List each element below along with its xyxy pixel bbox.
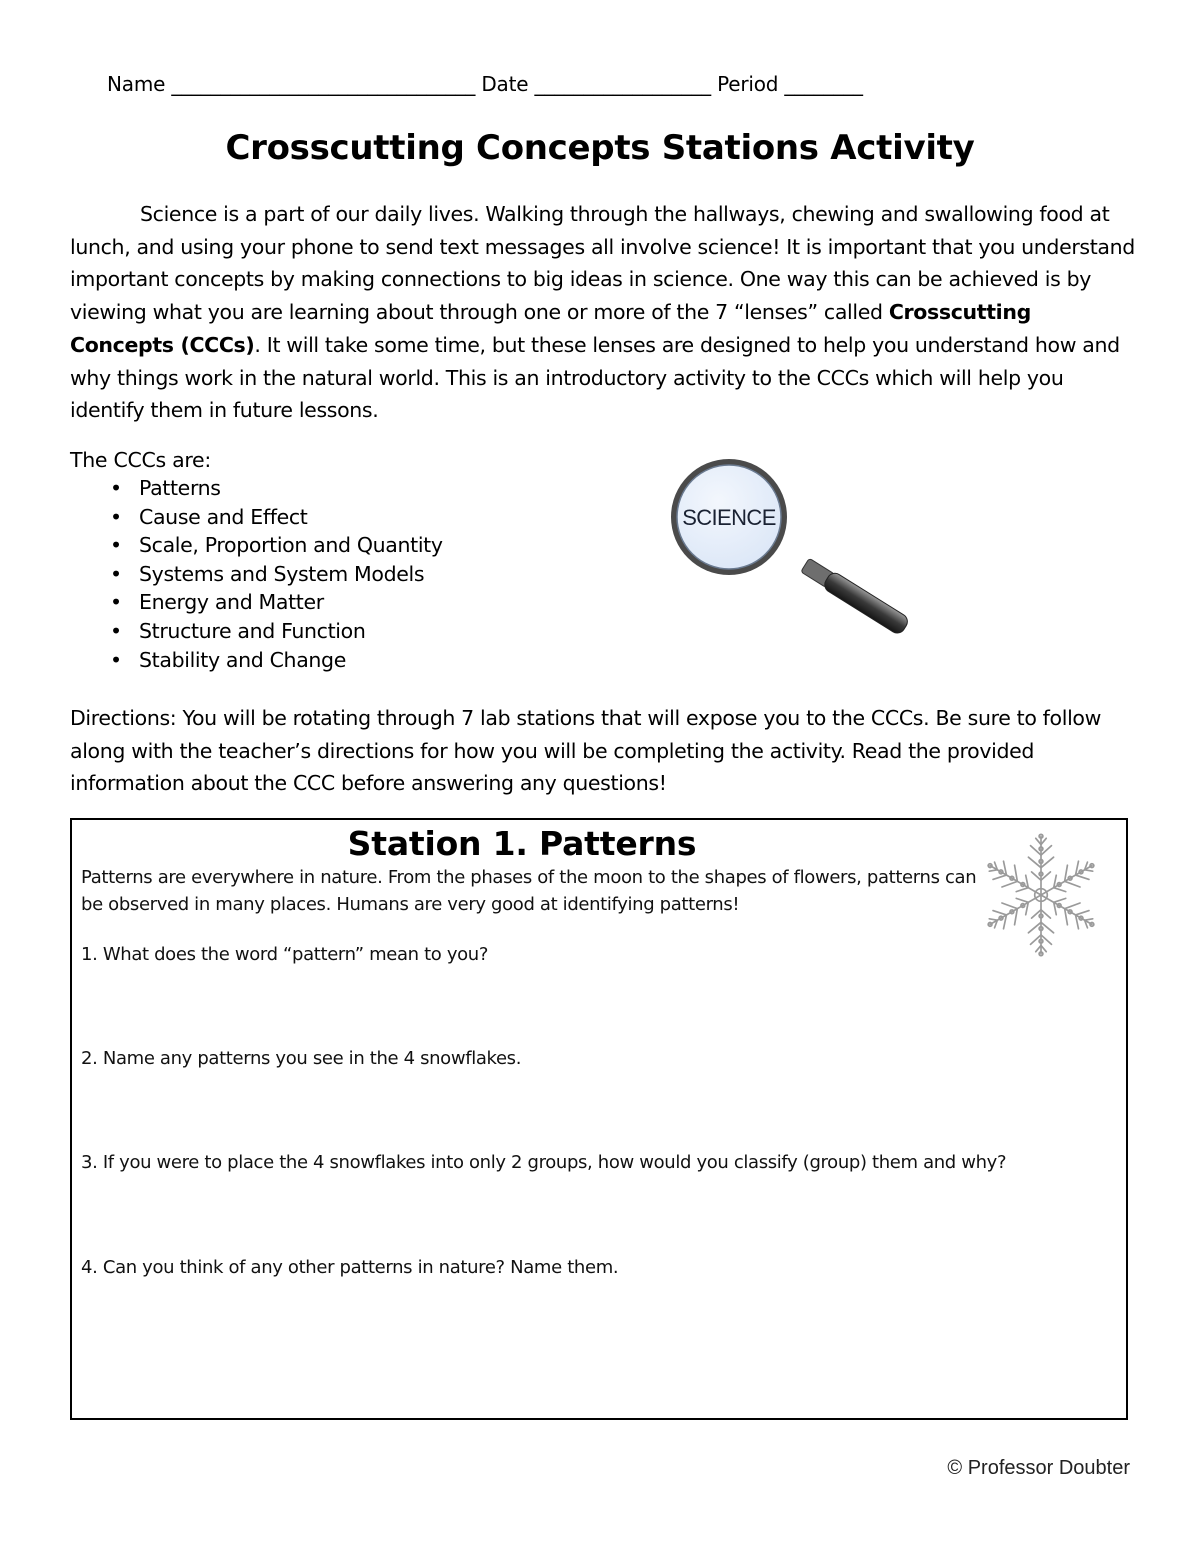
header-fields	[107, 72, 863, 96]
station-intro: Patterns are everywhere in nature. From the phases of the moon to the shapes of flowers, patterns can be observed in many places. Humans are very good at identifying patterns!	[81, 867, 977, 915]
snowflake-arm	[1028, 834, 1053, 895]
intro-text-2: . It will take some time, but these lenses are designed to help you understand how and why things work in the natural world. This is an introductory activity to the CCCs which will help you identify them in future lessons.	[70, 332, 1120, 423]
directions-text: Directions: You will be rotating through 7 lab stations that will expose you to the CCCs. Be sure to follow along with the teacher’s directions for how you will be completing the activity. Read the provided information about the CCC before answering any questions!	[70, 706, 1102, 795]
intro-bold-term: Crosscutting Concepts (CCCs)	[70, 300, 1031, 357]
page-title: Crosscutting Concepts Stations Activity	[225, 128, 975, 168]
bullet-icon: •	[110, 647, 122, 672]
snowflake-arm	[982, 884, 1047, 936]
name-label: Name	[107, 72, 166, 96]
list-item	[70, 560, 443, 589]
bullet-icon: •	[110, 533, 122, 558]
bullet-icon: •	[110, 504, 122, 529]
list-item	[70, 617, 443, 646]
list-item-label: Energy and Matter	[139, 590, 324, 615]
list-item-label: Patterns	[139, 476, 221, 500]
bullet-icon: •	[110, 618, 122, 643]
list-item-label: Scale, Proportion and Quantity	[139, 533, 443, 558]
question-3: 3. If you were to place the 4 snowflakes into only 2 groups, how would you classify (group) them and why?	[81, 1152, 1007, 1173]
question-1: 1. What does the word “pattern” mean to you?	[81, 944, 489, 965]
snowflake-icon	[978, 832, 1104, 958]
list-item	[70, 646, 443, 675]
list-item-label: Systems and System Models	[139, 561, 425, 586]
intro-text-1: Science is a part of our daily lives. Walking through the hallways, chewing and swallowing food at lunch, and using your phone to send text messages all involve science! It is important that you understand important concepts by making connections to big ideas in science. One way this can be achieved is by viewing what you are learning about through one or more of the 7 “lenses” called	[70, 202, 1135, 325]
list-item-label: Cause and Effect	[139, 504, 308, 529]
name-blank[interactable]: _______________________________	[165, 72, 482, 96]
snowflake-arm	[1035, 854, 1100, 906]
ccc-list	[70, 474, 443, 674]
lens-label: SCIENCE	[682, 505, 776, 530]
period-label: Period	[717, 72, 779, 96]
cccs-heading: The CCCs are:	[70, 448, 211, 472]
snowflake-arm	[982, 854, 1047, 906]
station-1-panel	[70, 818, 1128, 1420]
list-item	[70, 474, 443, 503]
list-item	[70, 588, 443, 617]
copyright-footer: © Professor Doubter	[947, 1457, 1130, 1479]
question-4: 4. Can you think of any other patterns in nature? Name them.	[81, 1257, 619, 1278]
intro-paragraph	[70, 198, 1140, 427]
list-item-label: Structure and Function	[139, 618, 366, 643]
bullet-icon: •	[110, 476, 122, 500]
list-item	[70, 531, 443, 560]
list-item	[70, 503, 443, 532]
question-2: 2. Name any patterns you see in the 4 snowflakes.	[81, 1048, 522, 1069]
snowflake-arms	[982, 834, 1100, 955]
snowflake-arm	[1035, 884, 1100, 936]
period-blank[interactable]: ________	[778, 72, 863, 96]
bullet-icon: •	[110, 561, 122, 586]
station-title: Station 1. Patterns	[347, 824, 697, 863]
snowflake-arm	[1028, 895, 1053, 956]
date-label: Date	[481, 72, 529, 96]
magnifying-glass-icon	[665, 455, 915, 635]
bullet-icon: •	[110, 590, 122, 615]
list-item-label: Stability and Change	[139, 647, 346, 672]
date-blank[interactable]: __________________	[528, 72, 718, 96]
